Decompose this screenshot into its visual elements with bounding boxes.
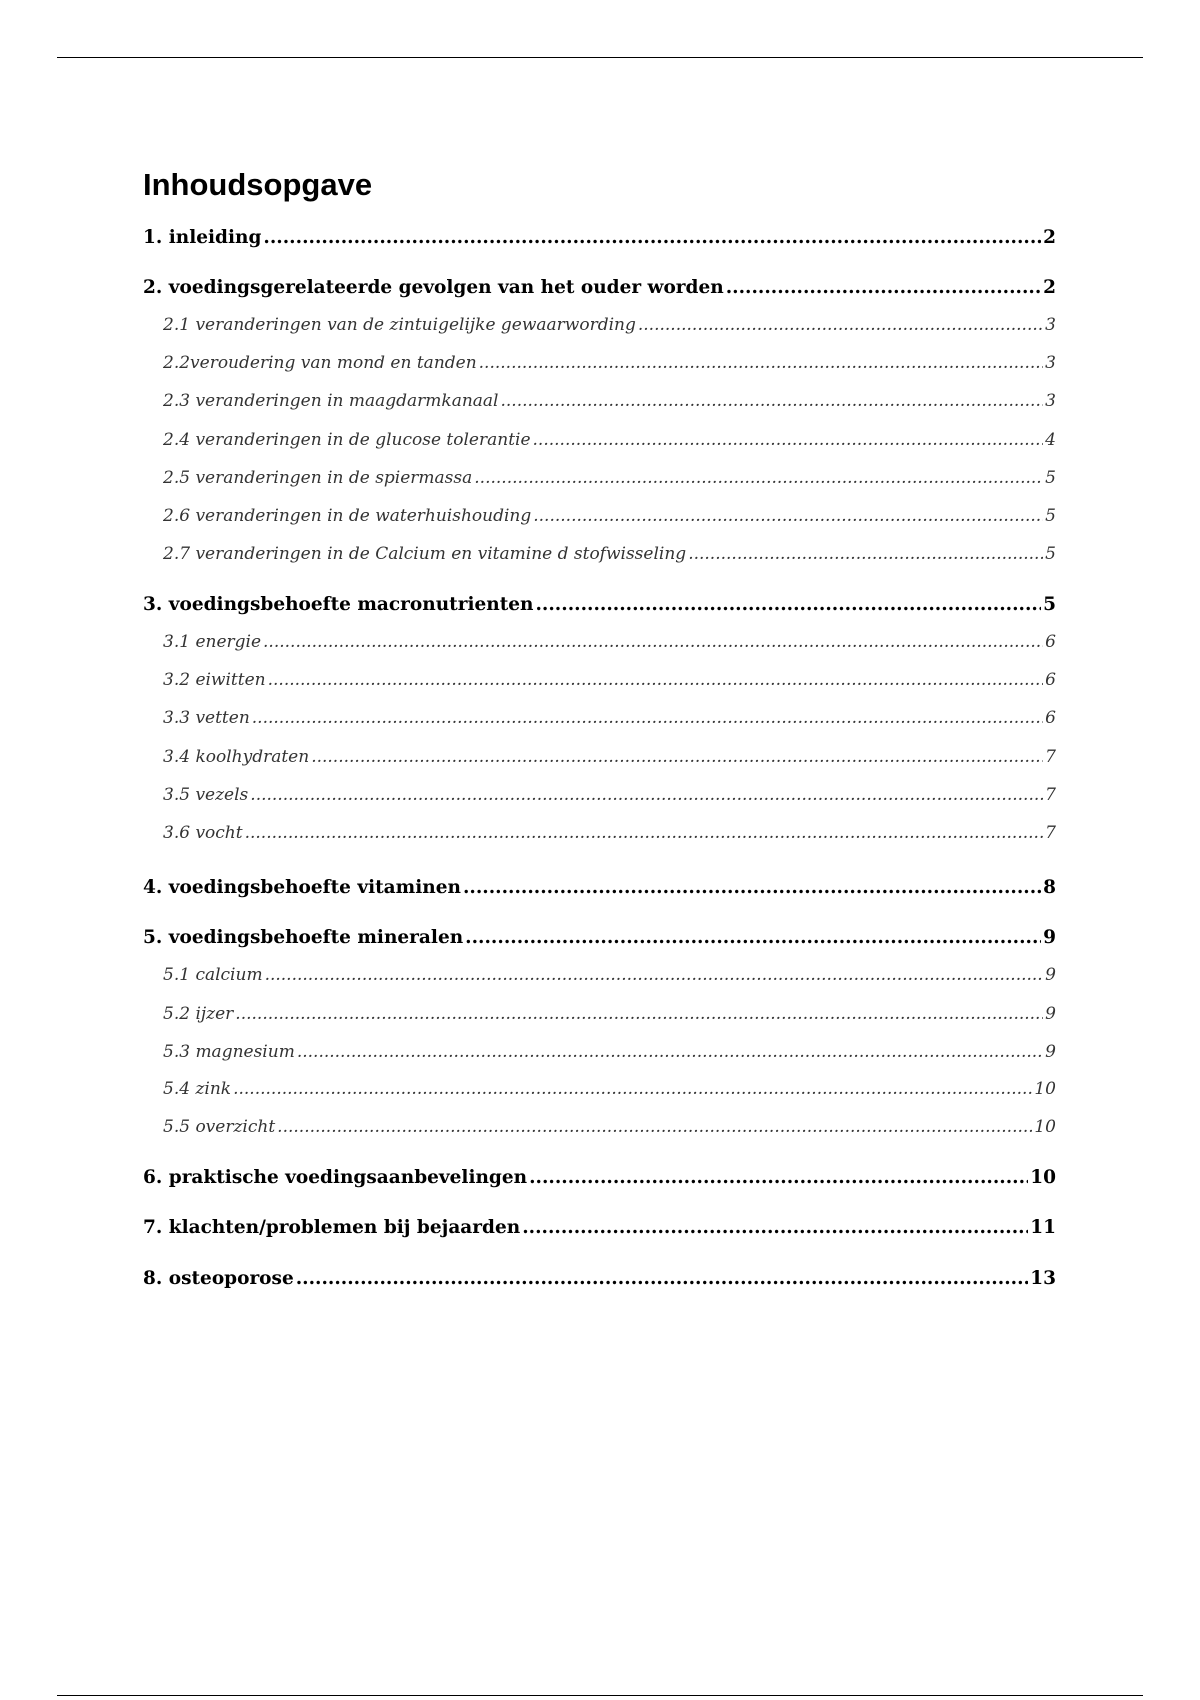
toc-entry-page-number: 3: [1045, 391, 1056, 411]
toc-entry[interactable]: [143, 315, 1056, 335]
toc-entry-label: 3.5 vezels: [163, 785, 249, 805]
toc-entry-page-number: 9: [1043, 927, 1056, 948]
toc-entry-label: 2.5 veranderingen in de spiermassa: [163, 468, 473, 488]
toc-entry-label: 3. voedingsbehoefte macronutrienten: [143, 594, 534, 615]
toc-entry[interactable]: [143, 277, 1056, 298]
toc-dot-leader: [638, 315, 1043, 335]
toc-dot-leader: [297, 1042, 1043, 1062]
toc-entry-label: 5.1 calcium: [163, 965, 263, 985]
toc-entry-page-number: 5: [1045, 544, 1056, 564]
toc-dot-leader: [268, 670, 1044, 690]
toc-entry-page-number: 2: [1043, 277, 1056, 298]
toc-entry[interactable]: [143, 353, 1056, 373]
toc-dot-leader: [535, 594, 1041, 615]
toc-entry-label: 5.3 magnesium: [163, 1042, 295, 1062]
toc-entry-page-number: 11: [1030, 1217, 1056, 1238]
toc-entry[interactable]: [143, 506, 1056, 526]
toc-entry[interactable]: [143, 927, 1056, 948]
toc-entry-label: 3.6 vocht: [163, 823, 243, 843]
toc-entry-label: 2. voedingsgerelateerde gevolgen van het ouder worden: [143, 277, 724, 298]
toc-dot-leader: [263, 227, 1041, 248]
toc-entry[interactable]: [143, 391, 1056, 411]
toc-entry-page-number: 8: [1043, 877, 1056, 898]
toc-dot-leader: [463, 877, 1041, 898]
toc-entry-label: 2.3 veranderingen in maagdarmkanaal: [163, 391, 499, 411]
toc-entry-page-number: 7: [1045, 785, 1056, 805]
toc-dot-leader: [688, 544, 1043, 564]
toc-dot-leader: [245, 823, 1044, 843]
toc-entry-label: 2.4 veranderingen in de glucose tolerantie: [163, 430, 531, 450]
toc-dot-leader: [529, 1167, 1028, 1188]
toc-entry-page-number: 6: [1045, 670, 1056, 690]
toc-entry-label: 7. klachten/problemen bij bejaarden: [143, 1217, 521, 1238]
toc-entry-page-number: 13: [1030, 1268, 1056, 1289]
toc-entry-page-number: 5: [1045, 506, 1056, 526]
toc-entry-page-number: 3: [1045, 353, 1056, 373]
toc-entry-label: 8. osteoporose: [143, 1268, 294, 1289]
toc-dot-leader: [465, 927, 1041, 948]
toc-entry-label: 2.6 veranderingen in de waterhuishouding: [163, 506, 532, 526]
toc-entry-page-number: 6: [1045, 708, 1056, 728]
toc-entry[interactable]: [143, 227, 1056, 248]
toc-entry-page-number: 9: [1045, 965, 1056, 985]
toc-entry-page-number: 2: [1043, 227, 1056, 248]
toc-entry-page-number: 7: [1045, 747, 1056, 767]
toc-entry[interactable]: [143, 1117, 1056, 1137]
toc-entry[interactable]: [143, 670, 1056, 690]
toc-entry[interactable]: [143, 1004, 1056, 1024]
toc-dot-leader: [265, 965, 1044, 985]
toc-entry-label: 3.1 energie: [163, 632, 262, 652]
toc-entry-label: 2.7 veranderingen in de Calcium en vitamine d stofwisseling: [163, 544, 687, 564]
toc-entry[interactable]: [143, 1167, 1056, 1188]
toc-dot-leader: [235, 1004, 1043, 1024]
toc-entry-label: 3.3 vetten: [163, 708, 250, 728]
toc-entry-label: 5.5 overzicht: [163, 1117, 276, 1137]
toc-entry[interactable]: [143, 1217, 1056, 1238]
toc-entry[interactable]: [143, 632, 1056, 652]
toc-dot-leader: [500, 391, 1043, 411]
toc-entry[interactable]: [143, 785, 1056, 805]
toc-entry-label: 1. inleiding: [143, 227, 262, 248]
toc-entry-page-number: 9: [1045, 1004, 1056, 1024]
toc-dot-leader: [533, 506, 1043, 526]
toc-entry[interactable]: [143, 544, 1056, 564]
toc-entry-page-number: 9: [1045, 1042, 1056, 1062]
toc-entry[interactable]: [143, 1079, 1056, 1099]
toc-entry-label: 3.2 eiwitten: [163, 670, 266, 690]
toc-dot-leader: [296, 1268, 1029, 1289]
toc-dot-leader: [311, 747, 1043, 767]
toc-dot-leader: [479, 353, 1044, 373]
toc-entry-label: 2.2veroudering van mond en tanden: [163, 353, 477, 373]
toc-entry-label: 5. voedingsbehoefte mineralen: [143, 927, 464, 948]
toc-entry-page-number: 5: [1043, 594, 1056, 615]
toc-dot-leader: [263, 632, 1043, 652]
toc-entry-page-number: 4: [1045, 430, 1056, 450]
toc-entry-page-number: 10: [1034, 1079, 1056, 1099]
toc-entry-page-number: 6: [1045, 632, 1056, 652]
toc-entry[interactable]: [143, 965, 1056, 985]
toc-dot-leader: [522, 1217, 1028, 1238]
toc-entry-label: 5.2 ijzer: [163, 1004, 234, 1024]
toc-dot-leader: [726, 277, 1041, 298]
toc-entry-label: 4. voedingsbehoefte vitaminen: [143, 877, 461, 898]
toc-entry-page-number: 10: [1034, 1117, 1056, 1137]
page-title: Inhoudsopgave: [143, 167, 373, 202]
toc-entry[interactable]: [143, 1042, 1056, 1062]
toc-dot-leader: [252, 708, 1043, 728]
toc-entry-label: 2.1 veranderingen van de zintuigelijke gewaarwording: [163, 315, 636, 335]
footer-rule: [57, 1695, 1143, 1696]
toc-entry[interactable]: [143, 594, 1056, 615]
toc-entry-page-number: 7: [1045, 823, 1056, 843]
toc-entry[interactable]: [143, 747, 1056, 767]
toc-dot-leader: [250, 785, 1043, 805]
toc-entry[interactable]: [143, 468, 1056, 488]
toc-entry-page-number: 3: [1045, 315, 1056, 335]
toc-entry[interactable]: [143, 1268, 1056, 1289]
toc-entry[interactable]: [143, 708, 1056, 728]
toc-dot-leader: [533, 430, 1044, 450]
toc-entry-page-number: 10: [1030, 1167, 1056, 1188]
toc-entry[interactable]: [143, 877, 1056, 898]
toc-entry-label: 6. praktische voedingsaanbevelingen: [143, 1167, 528, 1188]
toc-entry-page-number: 5: [1045, 468, 1056, 488]
toc-dot-leader: [277, 1117, 1032, 1137]
toc-entry-label: 5.4 zink: [163, 1079, 232, 1099]
toc-dot-leader: [474, 468, 1043, 488]
toc-entry[interactable]: [143, 430, 1056, 450]
toc-entry-label: 3.4 koolhydraten: [163, 747, 310, 767]
toc-dot-leader: [233, 1079, 1032, 1099]
toc-entry[interactable]: [143, 823, 1056, 843]
header-rule: [57, 57, 1143, 58]
